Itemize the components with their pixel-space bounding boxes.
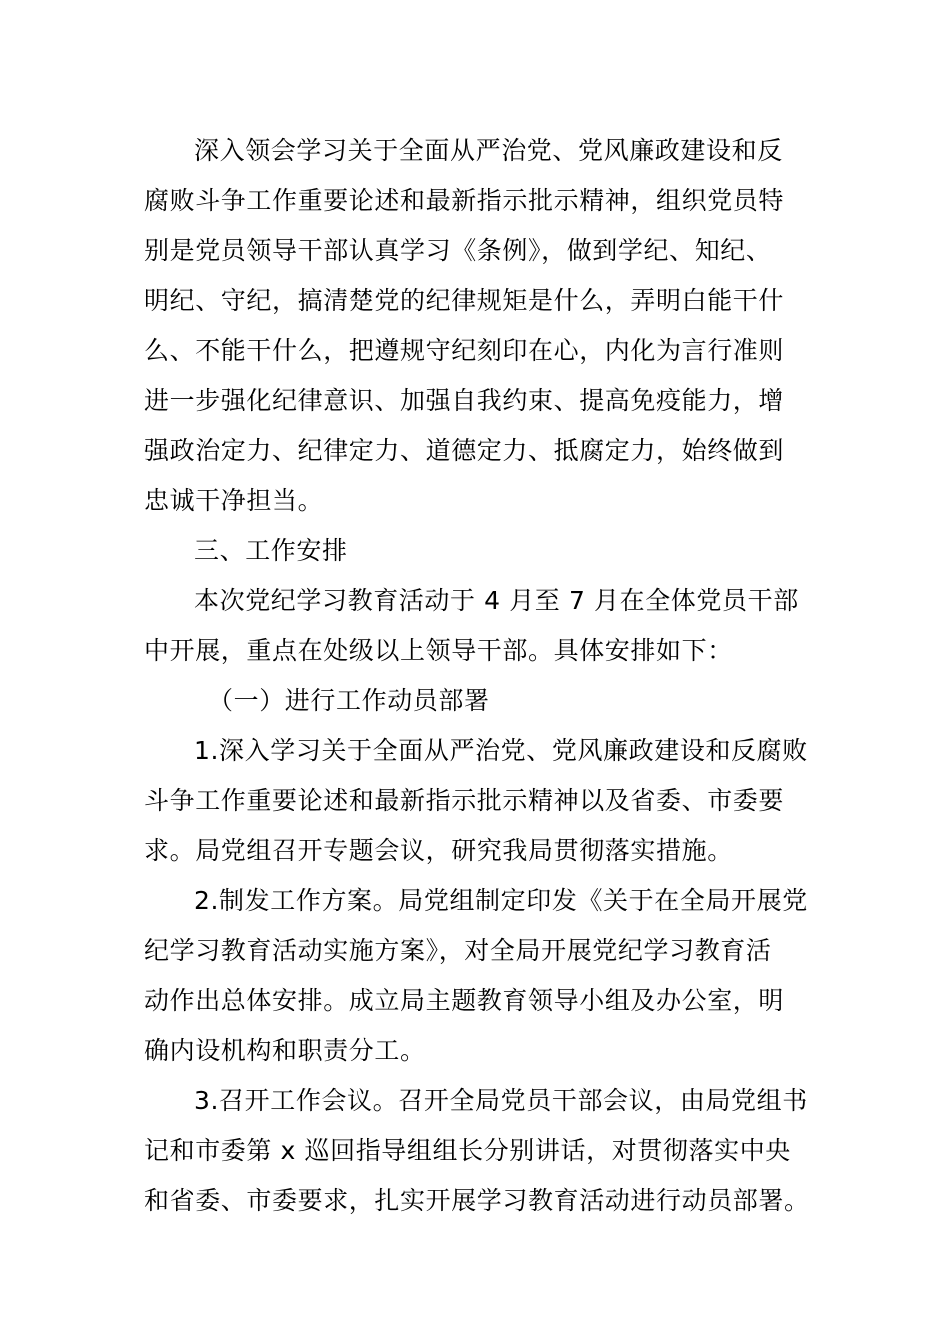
item-3-line: 3.召开工作会议。召开全局党员干部会议，由局党组书: [194, 1086, 808, 1115]
paragraph-principle-line: 么、不能干什么，把遵规守纪刻印在心，内化为言行准则: [144, 336, 785, 365]
section-heading: 三、工作安排: [194, 536, 348, 565]
item-1-line: 1.深入学习关于全面从严治党、党风廉政建设和反腐败: [194, 736, 808, 765]
paragraph-overview-line: 本次党纪学习教育活动于 4 月至 7 月在全体党员干部: [194, 586, 799, 615]
item-2-line: 纪学习教育活动实施方案》，对全局开展党纪学习教育活: [144, 936, 772, 965]
item-2-line: 动作出总体安排。成立局主题教育领导小组及办公室，明: [144, 986, 785, 1015]
paragraph-principle-line: 腐败斗争工作重要论述和最新指示批示精神，组织党员特: [144, 186, 785, 215]
item-1-line: 斗争工作重要论述和最新指示批示精神以及省委、市委要: [144, 786, 785, 815]
paragraph-principle-line: 明纪、守纪，搞清楚党的纪律规矩是什么，弄明白能干什: [144, 286, 785, 315]
item-3-line: 和省委、市委要求，扎实开展学习教育活动进行动员部署。: [144, 1186, 810, 1215]
subsection-heading: （一）进行工作动员部署: [208, 686, 490, 715]
item-2-line: 2.制发工作方案。局党组制定印发《关于在全局开展党: [194, 886, 808, 915]
paragraph-principle-line: 进一步强化纪律意识、加强自我约束、提高免疫能力，增: [144, 386, 785, 415]
paragraph-principle-line: 别是党员领导干部认真学习《条例》，做到学纪、知纪、: [144, 236, 772, 265]
item-3-line: 记和市委第 x 巡回指导组组长分别讲话，对贯彻落实中央: [144, 1136, 791, 1165]
paragraph-principle-line: 深入领会学习关于全面从严治党、党风廉政建设和反: [194, 136, 783, 165]
item-1-line: 求。局党组召开专题会议，研究我局贯彻落实措施。: [144, 836, 733, 865]
paragraph-overview-line: 中开展，重点在处级以上领导干部。具体安排如下：: [144, 636, 733, 665]
item-2-line: 确内设机构和职责分工。: [144, 1036, 426, 1065]
paragraph-principle-line: 强政治定力、纪律定力、道德定力、抵腐定力，始终做到: [144, 436, 785, 465]
paragraph-principle-line: 忠诚干净担当。: [144, 486, 324, 515]
